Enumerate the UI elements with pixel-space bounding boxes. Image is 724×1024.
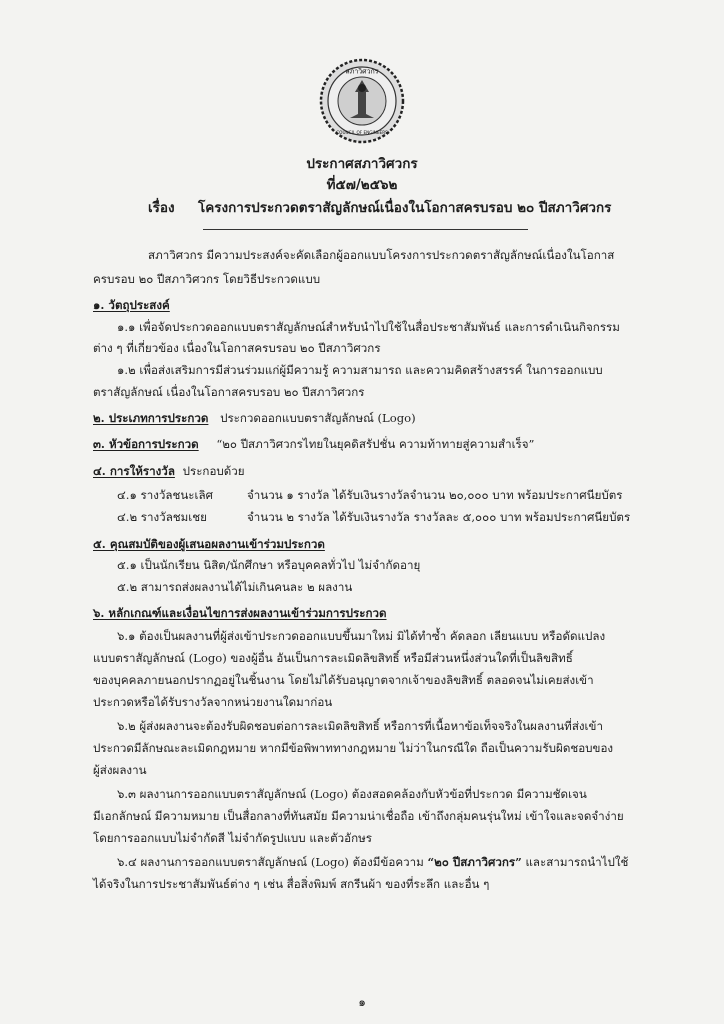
section-6-2-line-2: ประกวดมีลักษณะละเมิดกฎหมาย หากมีข้อพิพาททางกฎหมาย ไม่ว่าในกรณีใด ถือเป็นความรับผิดชอบของ xyxy=(93,741,614,755)
page-number: ๑ xyxy=(358,995,366,1009)
section-6-2-line-1: ๖.๒ ผู้ส่งผลงานจะต้องรับผิดชอบต่อการละเมิดลิขสิทธิ์ หรือการที่เนื้อหาข้อเท็จจริงในผลงานที่ส่งเข้า xyxy=(117,719,603,733)
award-2-label: ๔.๒ รางวัลชมเชย xyxy=(117,510,207,524)
section-5-heading: ๕. คุณสมบัติของผู้เสนอผลงานเข้าร่วมประกวด xyxy=(93,537,325,551)
award-1-label: ๔.๑ รางวัลชนะเลิศ xyxy=(117,488,213,502)
announcement-number: ที่๕๗/๒๕๖๒ xyxy=(326,177,398,193)
council-seal-emblem xyxy=(319,58,405,144)
section-3-heading: ๓. หัวข้อการประกวด xyxy=(93,437,199,451)
section-6-1-line-4: ประกวดหรือได้รับรางวัลจากหน่วยงานใดมาก่อน xyxy=(93,695,333,709)
section-3-text: “๒๐ ปีสภาวิศวกรไทยในยุคดิสรัปชั่น ความท้าทายสู่ความสำเร็จ” xyxy=(216,437,535,451)
section-6-4-line-1 xyxy=(117,854,628,870)
header-divider xyxy=(203,229,528,230)
section-6-4-bold: “๒๐ ปีสภาวิศวกร” xyxy=(427,855,522,869)
subject-text: โครงการประกวดตราสัญลักษณ์เนื่องในโอกาสครบรอบ ๒๐ ปีสภาวิศวกร xyxy=(198,200,612,216)
award-1-row xyxy=(117,487,622,503)
section-2-text: ประกวดออกแบบตราสัญลักษณ์ (Logo) xyxy=(220,411,416,425)
section-6-heading: ๖. หลักเกณฑ์และเงื่อนไขการส่งผลงานเข้าร่วมการประกวด xyxy=(93,606,387,620)
seal-graphic xyxy=(319,58,405,144)
section-4-heading: ๔. การให้รางวัล xyxy=(93,464,175,478)
section-6-4-pre: ๖.๔ ผลงานการออกแบบตราสัญลักษณ์ (Logo) ต้องมีข้อความ xyxy=(117,855,424,869)
section-4-suffix: ประกอบด้วย xyxy=(182,464,245,478)
section-6-3-line-2: มีเอกลักษณ์ มีความหมาย เป็นสื่อกลางที่ทันสมัย มีความน่าเชื่อถือ เข้าถึงกลุ่มคนรุ่นใหม่ เข้าใจและจดจำง่าย xyxy=(93,809,624,823)
section-1-item-2-line-2: ตราสัญลักษณ์ เนื่องในโอกาสครบรอบ ๒๐ ปีสภาวิศวกร xyxy=(93,385,365,399)
seal-top-text: สภาวิศวกร xyxy=(345,67,379,76)
award-2-row xyxy=(117,509,630,525)
section-6-1-line-3: ของบุคคลภายนอกปรากฏอยู่ในชิ้นงาน โดยไม่ได้รับอนุญาตจากเจ้าของลิขสิทธิ์ ตลอดจนไม่เคยส่งเข้า xyxy=(93,673,594,687)
section-6-3-line-3: โดยการออกแบบไม่จำกัดสี ไม่จำกัดรูปแบบ และตัวอักษร xyxy=(93,831,373,845)
section-1-heading: ๑. วัตถุประสงค์ xyxy=(93,298,170,312)
section-4-line xyxy=(93,463,245,479)
subject-line xyxy=(148,196,611,218)
section-6-1-line-1: ๖.๑ ต้องเป็นผลงานที่ผู้ส่งเข้าประกวดออกแบบขึ้นมาใหม่ มิได้ทำซ้ำ คัดลอก เลียนแบบ หรือดัดแปลง xyxy=(117,629,606,643)
announcement-title: ประกาศสภาวิศวกร xyxy=(306,156,418,172)
section-1-item-1-line-1: ๑.๑ เพื่อจัดประกวดออกแบบตราสัญลักษณ์สำหรับนำไปใช้ในสื่อประชาสัมพันธ์ และการดำเนินกิจกรรม xyxy=(117,320,620,334)
subject-label: เรื่อง xyxy=(148,200,175,216)
section-6-2-line-3: ผู้ส่งผลงาน xyxy=(93,763,147,777)
award-2-text: จำนวน ๒ รางวัล ได้รับเงินรางวัล รางวัลละ ๕,๐๐๐ บาท พร้อมประกาศนียบัตร xyxy=(247,510,631,524)
seal-bottom-text: COUNCIL OF ENGINEERS xyxy=(336,130,388,135)
section-6-4-line-2: ได้จริงในการประชาสัมพันธ์ต่าง ๆ เช่น สื่อสิ่งพิมพ์ สกรีนผ้า ของที่ระลึก และอื่น ๆ xyxy=(93,877,490,891)
section-5-item-2: ๕.๒ สามารถส่งผลงานได้ไม่เกินคนละ ๒ ผลงาน xyxy=(117,580,353,594)
section-5-item-1: ๕.๑ เป็นนักเรียน นิสิต/นักศึกษา หรือบุคคลทั่วไป ไม่จำกัดอายุ xyxy=(117,558,421,572)
section-1-item-2-line-1: ๑.๒ เพื่อส่งเสริมการมีส่วนร่วมแก่ผู้มีความรู้ ความสามารถ และความคิดสร้างสรรค์ ในการออกแบบ xyxy=(117,363,603,377)
section-6-4-post: และสามารถนำไปใช้ xyxy=(525,855,629,869)
section-2-heading: ๒. ประเภทการประกวด xyxy=(93,411,209,425)
section-1-item-1-line-2: ต่าง ๆ ที่เกี่ยวข้อง เนื่องในโอกาสครบรอบ ๒๐ ปีสภาวิศวกร xyxy=(93,341,381,355)
section-6-3-line-1: ๖.๓ ผลงานการออกแบบตราสัญลักษณ์ (Logo) ต้องสอดคล้องกับหัวข้อที่ประกวด มีความชัดเจน xyxy=(117,787,587,801)
section-2-line xyxy=(93,410,416,426)
intro-line-2: ครบรอบ ๒๐ ปีสภาวิศวกร โดยวิธีประกวดแบบ xyxy=(93,272,321,286)
section-6-1-line-2: แบบตราสัญลักษณ์ (Logo) ของผู้อื่น อันเป็นการละเมิดลิขสิทธิ์ หรือมีส่วนหนึ่งส่วนใดที่เป็นลิขสิทธิ์ xyxy=(93,651,573,665)
award-1-text: จำนวน ๑ รางวัล ได้รับเงินรางวัลจำนวน ๒๐,๐๐๐ บาท พร้อมประกาศนียบัตร xyxy=(247,488,623,502)
intro-line-1: สภาวิศวกร มีความประสงค์จะคัดเลือกผู้ออกแบบโครงการประกวดตราสัญลักษณ์เนื่องในโอกาส xyxy=(148,248,615,262)
section-3-line xyxy=(93,436,535,452)
